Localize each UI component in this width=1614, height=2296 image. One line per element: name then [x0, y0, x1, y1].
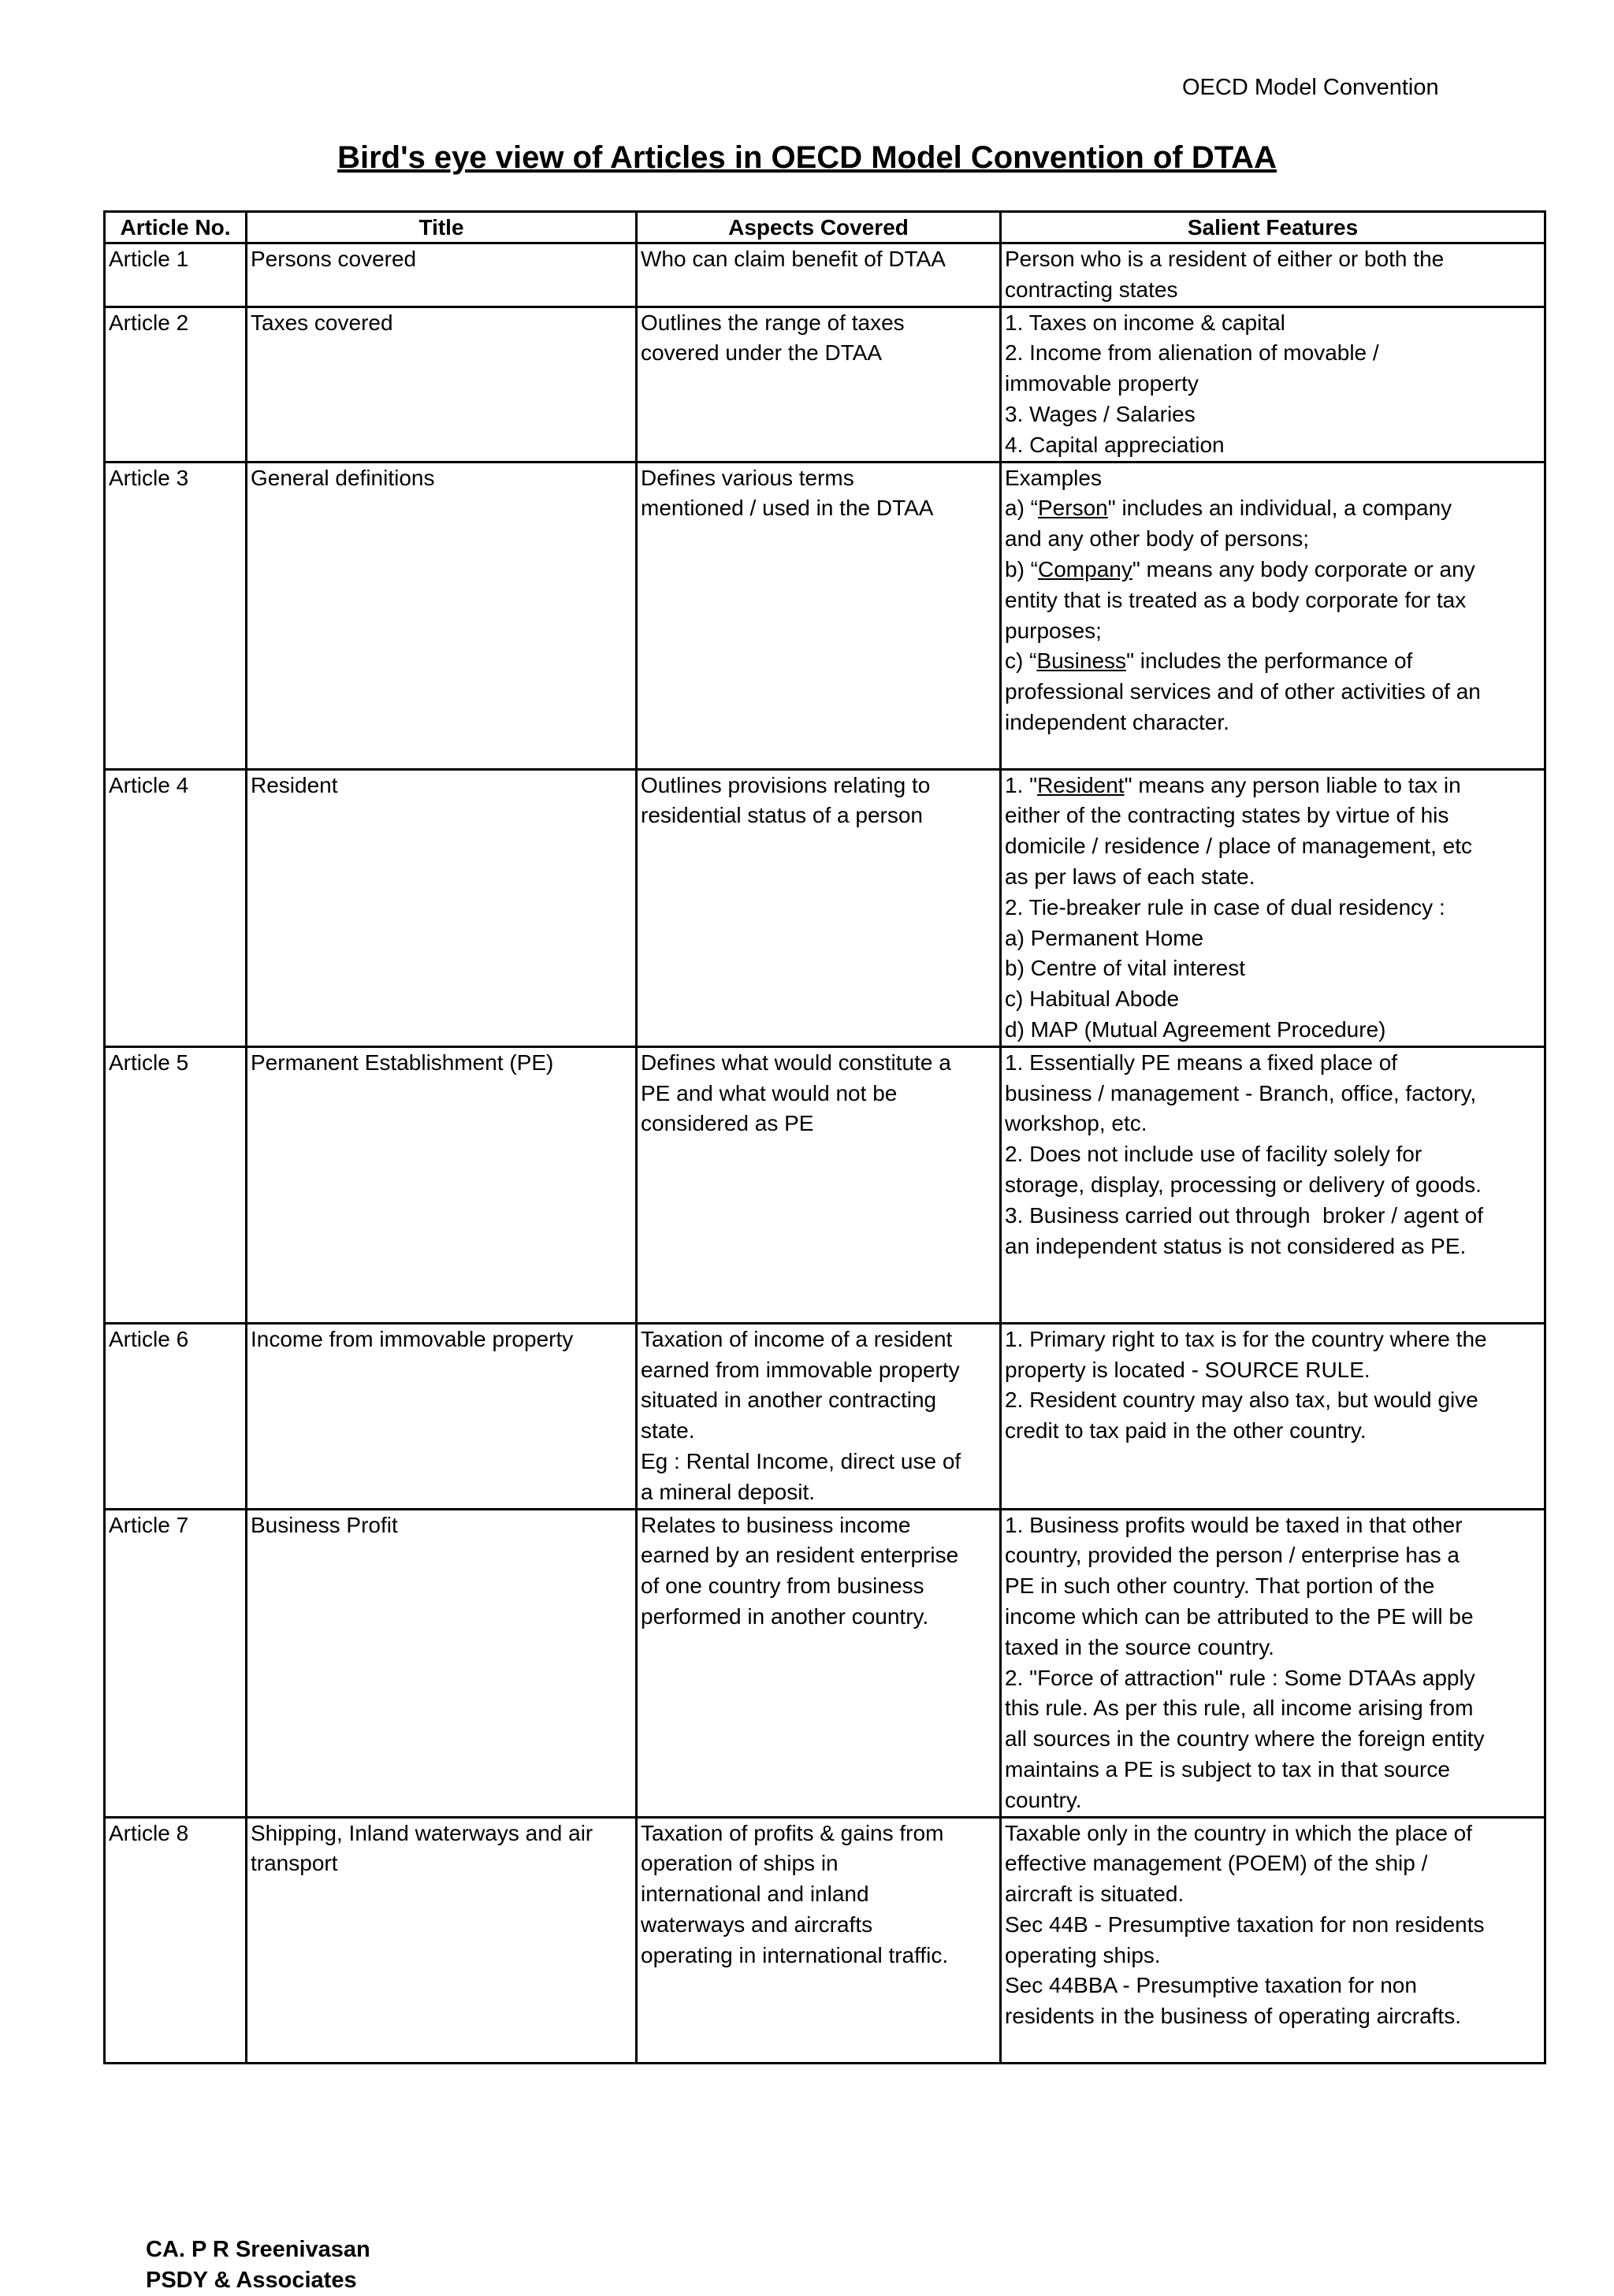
article-title-text: General definitions	[251, 465, 435, 490]
features-line: b) Centre of vital interest	[1005, 956, 1246, 981]
features-cell	[1001, 307, 1545, 462]
features-line: 3. Wages / Salaries	[1005, 401, 1196, 426]
aspects-cell	[637, 1817, 1001, 2063]
table-row	[105, 769, 1545, 1046]
article-title-text: Resident	[251, 772, 338, 797]
aspects-line: international and inland	[641, 1882, 869, 1907]
article-no-cell	[105, 1323, 247, 1509]
aspects-line: earned by an resident enterprise	[641, 1543, 959, 1568]
col-header-article-no: Article No.	[105, 212, 247, 243]
features-cell	[1001, 462, 1545, 769]
col-header-title: Title	[247, 212, 637, 243]
aspects-line: covered under the DTAA	[641, 340, 883, 366]
features-line: effective management (POEM) of the ship /	[1005, 1851, 1428, 1876]
aspects-line: Defines what would constitute a	[641, 1050, 951, 1075]
aspects-line: operating in international traffic.	[641, 1942, 949, 1967]
header-note: OECD Model Convention	[1182, 75, 1439, 100]
aspects-line: Outlines the range of taxes	[641, 310, 905, 335]
features-fragment: " includes the performance of	[1126, 648, 1413, 674]
article-title-text: Taxes covered	[251, 310, 393, 335]
features-cell	[1001, 243, 1545, 307]
article-no-cell	[105, 1817, 247, 2063]
aspects-cell	[637, 462, 1001, 769]
features-line	[1005, 771, 1542, 801]
aspects-line: operation of ships in	[641, 1851, 839, 1876]
col-header-aspects: Aspects Covered	[637, 212, 1001, 243]
defined-term: Company	[1038, 556, 1132, 581]
defined-term: Business	[1036, 648, 1127, 674]
aspects-cell	[637, 769, 1001, 1046]
features-line: residents in the business of operating aircrafts.	[1005, 2004, 1461, 2029]
features-line: Taxable only in the country in which the place of	[1005, 1820, 1473, 1845]
aspects-line: a mineral deposit.	[641, 1479, 816, 1504]
features-line: PE in such other country. That portion of the	[1005, 1573, 1435, 1599]
features-line	[1005, 646, 1542, 677]
features-line: domicile / residence / place of management, etc	[1005, 834, 1472, 859]
article-no-cell	[105, 307, 247, 462]
features-line: d) MAP (Mutual Agreement Procedure)	[1005, 1016, 1386, 1042]
aspects-cell	[637, 1509, 1001, 1817]
features-line: Examples	[1005, 465, 1102, 490]
article-title-cell	[247, 243, 637, 307]
article-title-cell	[247, 1817, 637, 2063]
features-fragment: " means any body corporate or any	[1132, 556, 1475, 581]
table-row	[105, 243, 1545, 307]
features-line	[1005, 555, 1542, 585]
aspects-cell	[637, 1046, 1001, 1323]
features-line	[1005, 493, 1542, 524]
table-row	[105, 1509, 1545, 1817]
article-no-text: Article 2	[109, 310, 189, 335]
article-no-text: Article 6	[109, 1326, 189, 1351]
table-header-row	[105, 212, 1545, 243]
document-title: Bird's eye view of Articles in OECD Model Convention of DTAA	[337, 140, 1277, 175]
features-line: 1. Taxes on income & capital	[1005, 310, 1285, 335]
aspects-line: performed in another country.	[641, 1603, 929, 1629]
features-line: workshop, etc.	[1005, 1111, 1147, 1136]
articles-table	[103, 210, 1546, 2064]
features-line: 2. "Force of attraction" rule : Some DTAAs apply	[1005, 1665, 1475, 1690]
features-line: Sec 44BBA - Presumptive taxation for non	[1005, 1973, 1417, 1998]
table-row	[105, 1046, 1545, 1323]
features-cell	[1001, 1509, 1545, 1817]
features-fragment: b) “	[1005, 556, 1038, 581]
features-line: professional services and of other activities of an	[1005, 679, 1481, 704]
aspects-line: Who can claim benefit of DTAA	[641, 247, 946, 271]
article-title-cell	[247, 769, 637, 1046]
features-line: Person who is a resident of either or both the	[1005, 247, 1445, 271]
features-line: as per laws of each state.	[1005, 864, 1255, 889]
defined-term: Resident	[1037, 772, 1125, 797]
aspects-line: Eg : Rental Income, direct use of	[641, 1448, 961, 1473]
article-title-text: Persons covered	[251, 247, 417, 271]
aspects-line: situated in another contracting	[641, 1388, 937, 1413]
features-line: a) Permanent Home	[1005, 925, 1204, 950]
article-no-cell	[105, 1509, 247, 1817]
features-line: operating ships.	[1005, 1942, 1161, 1967]
article-no-text: Article 5	[109, 1050, 189, 1075]
table-body	[105, 243, 1545, 2064]
features-line: contracting states	[1005, 277, 1178, 302]
table-row	[105, 307, 1545, 462]
features-line: 2. Resident country may also tax, but would give	[1005, 1388, 1478, 1413]
aspects-cell	[637, 1323, 1001, 1509]
features-line: 4. Capital appreciation	[1005, 432, 1225, 457]
article-title-text: Income from immovable property	[251, 1326, 574, 1351]
features-line: 2. Income from alienation of movable /	[1005, 340, 1379, 366]
features-line: credit to tax paid in the other country.	[1005, 1418, 1367, 1443]
footer-firm: PSDY & Associates	[146, 2268, 357, 2293]
article-title-cell	[247, 307, 637, 462]
article-title-cell	[247, 1323, 637, 1509]
aspects-line: earned from immovable property	[641, 1357, 960, 1382]
article-no-cell	[105, 769, 247, 1046]
features-line: and any other body of persons;	[1005, 526, 1310, 552]
features-line: storage, display, processing or delivery of goods.	[1005, 1172, 1482, 1197]
table-row	[105, 1817, 1545, 2063]
article-title-text: Business Profit	[251, 1512, 398, 1537]
features-line: income which can be attributed to the PE will be	[1005, 1603, 1474, 1629]
features-line: property is located - SOURCE RULE.	[1005, 1357, 1370, 1382]
article-no-text: Article 8	[109, 1820, 189, 1845]
features-fragment: c) “	[1005, 648, 1037, 674]
features-line: 3. Business carried out through broker / agent of	[1005, 1202, 1484, 1228]
features-cell	[1001, 1817, 1545, 2063]
col-header-features: Salient Features	[1001, 212, 1545, 243]
article-no-text: Article 3	[109, 465, 189, 490]
article-title-cell	[247, 1046, 637, 1323]
features-fragment: " means any person liable to tax in	[1124, 772, 1461, 797]
footer-author: CA. P R Sreenivasan	[146, 2237, 370, 2262]
features-line: either of the contracting states by virtue of his	[1005, 803, 1449, 828]
features-fragment: a) “	[1005, 496, 1038, 521]
features-line: entity that is treated as a body corporate for tax	[1005, 587, 1467, 612]
article-no-text: Article 1	[109, 247, 189, 271]
article-title-text: Shipping, Inland waterways and air transport	[251, 1820, 600, 1876]
aspects-line: Taxation of income of a resident	[641, 1326, 953, 1351]
features-line: aircraft is situated.	[1005, 1882, 1184, 1907]
aspects-line: state.	[641, 1418, 695, 1443]
features-line: taxed in the source country.	[1005, 1634, 1274, 1659]
features-line: 2. Tie-breaker rule in case of dual residency :	[1005, 894, 1445, 920]
aspects-line: Defines various terms	[641, 465, 854, 490]
article-title-text: Permanent Establishment (PE)	[251, 1050, 554, 1075]
features-line: this rule. As per this rule, all income arising from	[1005, 1696, 1474, 1721]
features-line: independent character.	[1005, 709, 1229, 734]
features-line: maintains a PE is subject to tax in that source	[1005, 1756, 1450, 1781]
defined-term: Person	[1038, 496, 1108, 521]
aspects-cell	[637, 307, 1001, 462]
features-line: all sources in the country where the foreign entity	[1005, 1726, 1485, 1752]
aspects-line: considered as PE	[641, 1111, 814, 1136]
aspects-cell	[637, 243, 1001, 307]
article-no-text: Article 7	[109, 1512, 189, 1537]
features-line: c) Habitual Abode	[1005, 986, 1180, 1012]
aspects-line: Relates to business income	[641, 1512, 911, 1537]
features-line: an independent status is not considered as PE.	[1005, 1233, 1467, 1258]
features-line: country.	[1005, 1787, 1082, 1812]
features-fragment: 1. "	[1005, 772, 1038, 797]
features-line: 1. Business profits would be taxed in that other	[1005, 1512, 1463, 1537]
features-line: business / management - Branch, office, factory,	[1005, 1080, 1477, 1105]
table-row	[105, 1323, 1545, 1509]
aspects-line: mentioned / used in the DTAA	[641, 496, 934, 521]
features-line: 1. Essentially PE means a fixed place of	[1005, 1050, 1398, 1075]
aspects-line: Outlines provisions relating to	[641, 772, 931, 797]
features-line: country, provided the person / enterprise has a	[1005, 1543, 1460, 1568]
features-cell	[1001, 1323, 1545, 1509]
features-cell	[1001, 1046, 1545, 1323]
article-no-text: Article 4	[109, 772, 189, 797]
features-line: Sec 44B - Presumptive taxation for non residents	[1005, 1911, 1485, 1937]
article-no-cell	[105, 243, 247, 307]
features-line: purposes;	[1005, 618, 1102, 643]
features-fragment: " includes an individual, a company	[1107, 496, 1452, 521]
table-row	[105, 462, 1545, 769]
aspects-line: Taxation of profits & gains from	[641, 1820, 944, 1845]
aspects-line: PE and what would not be	[641, 1080, 898, 1105]
features-line: immovable property	[1005, 371, 1199, 396]
features-line: 2. Does not include use of facility solely for	[1005, 1142, 1422, 1167]
article-title-cell	[247, 1509, 637, 1817]
aspects-line: waterways and aircrafts	[641, 1911, 873, 1937]
aspects-line: residential status of a person	[641, 803, 923, 828]
features-cell	[1001, 769, 1545, 1046]
article-title-cell	[247, 462, 637, 769]
features-line: 1. Primary right to tax is for the country where the	[1005, 1326, 1487, 1351]
article-no-cell	[105, 1046, 247, 1323]
article-no-cell	[105, 462, 247, 769]
aspects-line: of one country from business	[641, 1573, 924, 1599]
